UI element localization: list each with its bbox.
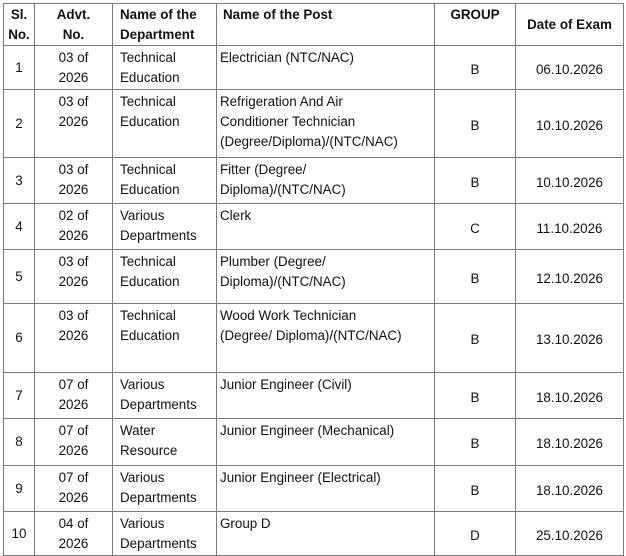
cell-advt-no: 02 of 2026 xyxy=(35,204,113,250)
cell-post-name: Clerk xyxy=(217,204,435,250)
cell-advt-no: 03 of 2026 xyxy=(35,90,113,158)
cell-department: Various Departments xyxy=(113,466,217,512)
cell-group: B xyxy=(435,373,516,419)
cell-group: B xyxy=(435,304,516,373)
cell-serial-no: 1 xyxy=(4,46,35,90)
table-row xyxy=(4,46,624,90)
cell-post-name: Group D xyxy=(217,512,435,556)
cell-group: D xyxy=(435,512,516,556)
cell-advt-no: 03 of 2026 xyxy=(35,46,113,90)
cell-department: Water Resource xyxy=(113,419,217,466)
cell-advt-no: 03 of 2026 xyxy=(35,304,113,373)
cell-post-name: Plumber (Degree/ Diploma)/(NTC/NAC) xyxy=(217,250,435,304)
table-row xyxy=(4,204,624,250)
table-row xyxy=(4,304,624,373)
cell-department: Technical Education xyxy=(113,158,217,204)
cell-serial-no: 3 xyxy=(4,158,35,204)
cell-advt-no: 07 of 2026 xyxy=(35,466,113,512)
cell-serial-no: 10 xyxy=(4,512,35,556)
cell-post-name: Wood Work Technician (Degree/ Diploma)/(NTC/NAC) xyxy=(217,304,435,373)
cell-serial-no: 9 xyxy=(4,466,35,512)
cell-department: Various Departments xyxy=(113,204,217,250)
cell-department: Technical Education xyxy=(113,90,217,158)
cell-group: C xyxy=(435,204,516,250)
table-row xyxy=(4,158,624,204)
cell-advt-no: 03 of 2026 xyxy=(35,158,113,204)
cell-group: B xyxy=(435,466,516,512)
cell-post-name: Fitter (Degree/ Diploma)/(NTC/NAC) xyxy=(217,158,435,204)
cell-exam-date: 18.10.2026 xyxy=(516,373,624,419)
cell-post-name: Refrigeration And Air Conditioner Technician (Degree/Diploma)/(NTC/NAC) xyxy=(217,90,435,158)
cell-exam-date: 06.10.2026 xyxy=(516,46,624,90)
cell-post-name: Junior Engineer (Electrical) xyxy=(217,466,435,512)
cell-post-name: Junior Engineer (Mechanical) xyxy=(217,419,435,466)
cell-department: Various Departments xyxy=(113,512,217,556)
cell-exam-date: 12.10.2026 xyxy=(516,250,624,304)
cell-exam-date: 18.10.2026 xyxy=(516,466,624,512)
cell-advt-no: 07 of 2026 xyxy=(35,419,113,466)
table-row xyxy=(4,373,624,419)
header-advt-no: Advt. No. xyxy=(35,4,113,46)
cell-advt-no: 03 of 2026 xyxy=(35,250,113,304)
header-post-name: Name of the Post xyxy=(217,4,435,46)
cell-group: B xyxy=(435,419,516,466)
cell-serial-no: 7 xyxy=(4,373,35,419)
cell-exam-date: 13.10.2026 xyxy=(516,304,624,373)
cell-exam-date: 18.10.2026 xyxy=(516,419,624,466)
cell-serial-no: 6 xyxy=(4,304,35,373)
cell-serial-no: 8 xyxy=(4,419,35,466)
cell-department: Technical Education xyxy=(113,304,217,373)
cell-group: B xyxy=(435,90,516,158)
header-serial-no: Sl. No. xyxy=(4,4,35,46)
cell-exam-date: 11.10.2026 xyxy=(516,204,624,250)
cell-advt-no: 04 of 2026 xyxy=(35,512,113,556)
exam-schedule-table xyxy=(3,3,624,556)
table-row xyxy=(4,419,624,466)
cell-exam-date: 25.10.2026 xyxy=(516,512,624,556)
cell-group: B xyxy=(435,158,516,204)
cell-serial-no: 4 xyxy=(4,204,35,250)
cell-group: B xyxy=(435,250,516,304)
header-group: GROUP xyxy=(435,4,516,46)
table-header-row xyxy=(4,4,624,46)
cell-post-name: Electrician (NTC/NAC) xyxy=(217,46,435,90)
cell-department: Technical Education xyxy=(113,46,217,90)
cell-advt-no: 07 of 2026 xyxy=(35,373,113,419)
cell-exam-date: 10.10.2026 xyxy=(516,158,624,204)
cell-department: Various Departments xyxy=(113,373,217,419)
cell-post-name: Junior Engineer (Civil) xyxy=(217,373,435,419)
table-row xyxy=(4,466,624,512)
header-department: Name of the Department xyxy=(113,4,217,46)
table-row xyxy=(4,250,624,304)
cell-serial-no: 5 xyxy=(4,250,35,304)
cell-serial-no: 2 xyxy=(4,90,35,158)
cell-exam-date: 10.10.2026 xyxy=(516,90,624,158)
table-row xyxy=(4,512,624,556)
header-exam-date: Date of Exam xyxy=(516,4,624,46)
cell-group: B xyxy=(435,46,516,90)
cell-department: Technical Education xyxy=(113,250,217,304)
table-row xyxy=(4,90,624,158)
